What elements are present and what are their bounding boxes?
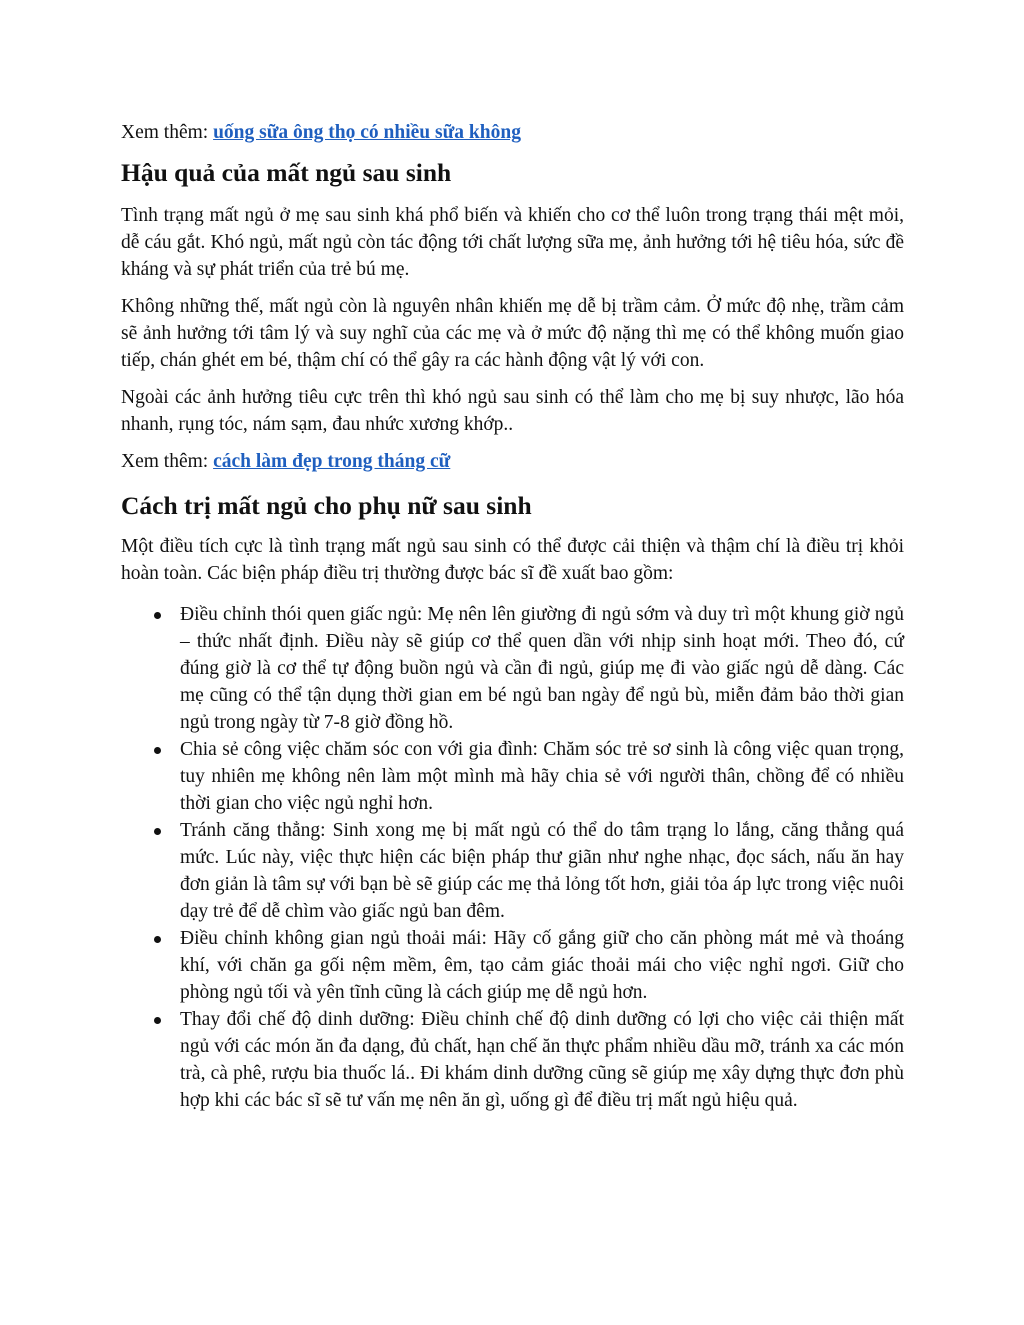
treatment-list — [121, 601, 904, 1114]
list-item-text: Điều chỉnh không gian ngủ thoải mái: Hãy cố gắng giữ cho căn phòng mát mẻ và thoáng khí, với chăn ga gối nệm mềm, êm, tạo cảm giác thoải mái cho việc nghỉ ngơi. Giữ cho phòng ngủ tối và yên tĩnh cũng là cách giúp mẹ dễ ngủ hơn. — [180, 928, 904, 1003]
see-also-line-1 — [121, 119, 904, 146]
paragraph: Không những thế, mất ngủ còn là nguyên nhân khiến mẹ dễ bị trầm cảm. Ở mức độ nhẹ, trầm cảm sẽ ảnh hưởng tới tâm lý và suy nghĩ của các mẹ và ở mức độ nặng thì mẹ có thể không muốn giao tiếp, chán ghét em bé, thậm chí có thể gây ra các hành động vật lý với con. — [121, 296, 904, 371]
document-page — [121, 119, 904, 1114]
treatment-intro: Một điều tích cực là tình trạng mất ngủ sau sinh có thể được cải thiện và thậm chí là điều trị khỏi hoàn toàn. Các biện pháp điều trị thường được bác sĩ đề xuất bao gồm: — [121, 536, 904, 584]
paragraph: Ngoài các ảnh hưởng tiêu cực trên thì khó ngủ sau sinh có thể làm cho mẹ bị suy nhược, lão hóa nhanh, rụng tóc, nám sạm, đau nhức xương khớp.. — [121, 387, 904, 435]
list-item — [121, 601, 904, 736]
list-item — [121, 1006, 904, 1114]
list-item-text: Điều chỉnh thói quen giấc ngủ: Mẹ nên lên giường đi ngủ sớm và duy trì một khung giờ ngủ – thức nhất định. Điều này sẽ giúp cơ thể quen dần với nhịp sinh hoạt mới. Theo đó, cứ đúng giờ là cơ thể tự động buồn ngủ và cần đi ngủ, giúp mẹ đi vào giấc ngủ dễ dàng. Các mẹ cũng có thể tận dụng thời gian em bé ngủ ban ngày để ngủ bù, miễn đảm bảo thời gian ngủ trong ngày từ 7-8 giờ đồng hồ. — [180, 604, 904, 733]
see-also-link-2[interactable]: cách làm đẹp trong tháng cữ — [213, 451, 451, 472]
bullet-icon — [154, 1017, 161, 1024]
section-heading-treatment: Cách trị mất ngủ cho phụ nữ sau sinh — [121, 491, 532, 520]
bullet-icon — [154, 936, 161, 943]
see-also-link-1[interactable]: uống sữa ông thọ có nhiều sữa không — [213, 122, 521, 143]
list-item-text: Tránh căng thẳng: Sinh xong mẹ bị mất ngủ có thể do tâm trạng lo lắng, căng thẳng quá mức. Lúc này, việc thực hiện các biện pháp thư giãn như nghe nhạc, đọc sách, nấu ăn hay đơn giản là tâm sự với bạn bè sẽ giúp các mẹ thả lỏng tốt hơn, giải tỏa áp lực trong việc nuôi dạy trẻ để dễ chìm vào giấc ngủ ban đêm. — [180, 820, 904, 922]
see-also-line-2 — [121, 448, 904, 475]
see-also-prefix: Xem thêm: — [121, 122, 214, 143]
list-item-text: Thay đổi chế độ dinh dưỡng: Điều chỉnh chế độ dinh dưỡng có lợi cho việc cải thiện mất ngủ với các món ăn đa dạng, đủ chất, hạn chế ăn thực phẩm nhiều dầu mỡ, tránh xa các món trà, cà phê, rượu bia thuốc lá.. Đi khám dinh dưỡng cũng sẽ giúp mẹ xây dựng thực đơn phù hợp khi các bác sĩ sẽ tư vấn mẹ nên ăn gì, uống gì để điều trị mất ngủ hiệu quả. — [180, 1009, 904, 1111]
bullet-icon — [154, 747, 161, 754]
list-item-text: Chia sẻ công việc chăm sóc con với gia đình: Chăm sóc trẻ sơ sinh là công việc quan trọng, tuy nhiên mẹ không nên làm một mình mà hãy chia sẻ với người thân, chồng để có nhiều thời gian cho việc ngủ nghỉ hơn. — [180, 739, 904, 814]
list-item — [121, 736, 904, 817]
section-heading-consequences: Hậu quả của mất ngủ sau sinh — [121, 158, 452, 187]
list-item — [121, 925, 904, 1006]
list-item — [121, 817, 904, 925]
paragraph: Tình trạng mất ngủ ở mẹ sau sinh khá phổ biến và khiến cho cơ thể luôn trong trạng thái mệt mỏi, dễ cáu gắt. Khó ngủ, mất ngủ còn tác động tới chất lượng sữa mẹ, ảnh hưởng tới hệ tiêu hóa, sức đề kháng và sự phát triển của trẻ bú mẹ. — [121, 205, 904, 280]
bullet-icon — [154, 612, 161, 619]
see-also-prefix: Xem thêm: — [121, 451, 214, 472]
bullet-icon — [154, 828, 161, 835]
